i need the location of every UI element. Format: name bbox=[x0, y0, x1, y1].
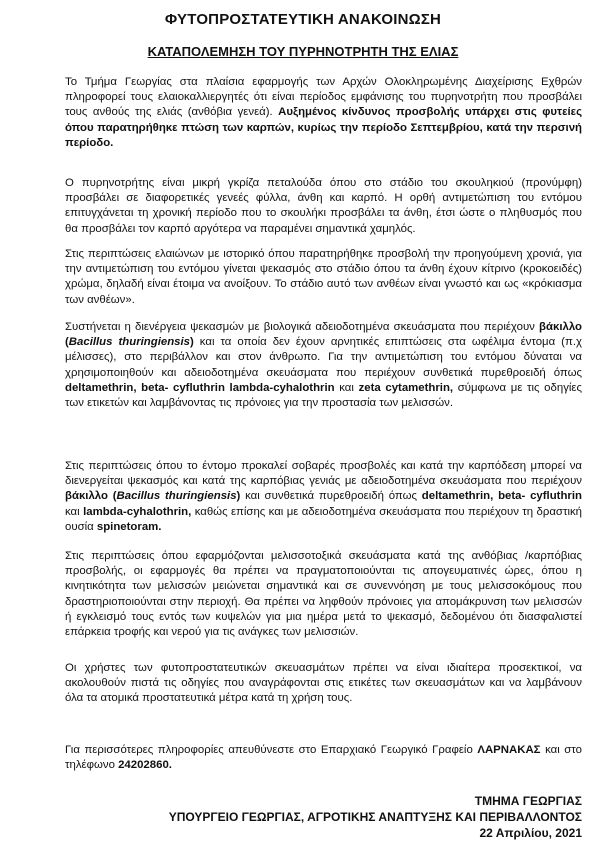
paragraph-user-safety: Οι χρήστες των φυτοπροστατευτικών σκευασμάτων πρέπει να είναι ιδιαίτερα προσεκτικοί, να ακολουθούν πιστά τις οδηγίες που αναγράφονται στις ετικέτες των σκευασμάτων και να λαμβάνουν όλα τα ατομικά προστατευτικά μέτρα κατά τη χρήση τους. bbox=[65, 662, 582, 705]
contact-office: ΛΑΡΝΑΚΑΣ bbox=[477, 744, 541, 756]
paragraph-intro bbox=[65, 75, 582, 151]
p4-zeta: zeta cytamethrin, bbox=[358, 381, 454, 394]
paragraph-fruit-generation bbox=[65, 459, 582, 535]
p5-spinetoram: spinetoram. bbox=[96, 520, 162, 533]
paragraph-spray-timing: Στις περιπτώσεις ελαιώνων με ιστορικό όπου παρατηρήθηκε προσβολή την προηγούμενη χρονιά, για την αντιμετώπιση του εντόμου γίνεται ψεκασμός στο στάδιο όπου τα άνθη έχουν κίτρινο (κροκοειδές) χρώμα, δηλαδή είναι έτοιμα να ανοίξουν. Το στάδιο αυτό των ανθέων είναι γνωστό και ως «κρόκιασμα των ανθέων». bbox=[65, 248, 582, 306]
p4-text-2: και τα οποία δεν έχουν αρνητικές επιπτώσεις στα ωφέλιμα έντομα (π.χ μέλισσες), στο περιβάλλον και στον άνθρωπο. Για την αντιμετώπιση του εντόμου δύναται να χρησιμοποιηθούν και αδειοδοτημένα σκευάσματα που περιέχουν συνθετικά πυρεθροειδή όπως bbox=[65, 336, 582, 379]
paragraph-intro-text: Το Τμήμα Γεωργίας στα πλαίσια εφαρμογής των Αρχών Ολοκληρωμένης Διαχείρισης Εχθρών πληροφορεί τους ελαιοκαλλιεργητές ότι είναι περίοδος εμφάνισης του πυρηνοτρήτη που προσβάλει τους ανθούς της ελιάς (ανθόβια γενεά). bbox=[65, 76, 582, 119]
signature-date: 22 Απριλίου, 2021 bbox=[479, 826, 582, 840]
p5-bacillus-label: βάκιλλο (Bacillus thuringiensis) bbox=[65, 490, 241, 503]
paragraph-intro-warning: Αυξημένος κίνδυνος προσβολής υπάρχει στις φυτείες όπου παρατηρήθηκε πτώση των καρπών, κυρίως την περίοδο Σεπτεμβρίου, κατά την περσινή περίοδο. bbox=[65, 106, 582, 149]
p4-text-4: σύμφωνα με τις οδηγίες των ετικετών και λαμβάνοντας τις πρόνοιες για την προστασία των μελισσών. bbox=[65, 381, 582, 410]
signature-block bbox=[169, 793, 582, 841]
p8-text-2: και στο τηλέφωνο bbox=[65, 744, 582, 772]
p5-text-4: καθώς επίσης και με αδειοδοτημένα σκευάσματα που περιέχουν τη δραστική ουσία bbox=[65, 505, 583, 533]
p4-text-1: Συστήνεται η διενέργεια ψεκασμών με βιολογικά αδειοδοτημένα σκευάσματα που περιέχουν bbox=[65, 321, 535, 333]
signature-department: ΤΜΗΜΑ ΓΕΩΡΓΙΑΣ bbox=[474, 794, 582, 808]
p5-bacillus-latin: Bacillus thuringiensis bbox=[116, 490, 237, 503]
p4-pyrethroids: deltamethrin, beta- cyfluthrin lambda-cyhalothrin bbox=[65, 381, 335, 394]
p4-bacillus-latin: Bacillus thuringiensis bbox=[68, 336, 190, 349]
p5-lambda: lambda-cyhalothrin, bbox=[83, 505, 192, 518]
document-title: ΦΥΤΟΠΡΟΣΤΑΤΕΥΤΙΚΗ ΑΝΑΚΟΙΝΩΣΗ bbox=[164, 11, 442, 28]
contact-phone: 24202860. bbox=[118, 759, 172, 772]
paragraph-recommended-treatments bbox=[65, 320, 582, 411]
p5-text-1: Στις περιπτώσεις όπου το έντομο προκαλεί σοβαρές προσβολές και κατά την καρπόδεση μπορεί να διενεργείται ψεκασμός και κατά της καρπόβιας γενιάς με αδειοδοτημένα σκευάσματα που περιέχουν bbox=[65, 460, 582, 488]
p8-text-1: Για περισσότερες πληροφορίες απευθύνεστε στο Επαρχιακό Γεωργικό Γραφείο bbox=[65, 744, 473, 756]
paragraph-contact bbox=[65, 743, 582, 773]
paragraph-bee-protection: Στις περιπτώσεις όπου εφαρμόζονται μελισσοτοξικά σκευάσματα κατά της ανθόβιας /καρπόβιας προσβολής, οι εφαρμογές θα πρέπει να πραγματοποιούνται τις απογευματινές ώρες, όπου η κινητικότητα των μελισσών μειώνεται σημαντικά και σε συνεννόηση με τους μελισσοκόμους που δραστηριοποιούνται στην περιοχή. Θα πρέπει να ληφθούν πρόνοιες για απομάκρυνση των μελισσών ή εγκλεισμό τους εντός των κυψελών για μια ημέρα μετά το ψεκασμό, δεδομένου ότι διασφαλιστεί επάρκεια τροφής και νερού για τις ανάγκες των μελισσιών. bbox=[65, 550, 582, 639]
p4-bacillus-label: βάκιλλο (Bacillus thuringiensis) bbox=[65, 321, 583, 349]
signature-ministry: ΥΠΟΥΡΓΕΙΟ ΓΕΩΡΓΙΑΣ, ΑΓΡΟΤΙΚΗΣ ΑΝΑΠΤΥΞΗΣ ΚΑΙ ΠΕΡΙΒΑΛΛΟΝΤΟΣ bbox=[168, 810, 582, 824]
paragraph-pest-description: Ο πυρηνοτρήτης είναι μικρή γκρίζα πεταλούδα όπου στο στάδιο του σκουληκιού (προνύμφη) προσβάλει σε διαφορετικές γενεές φύλλα, άνθη και καρπό. Η ορθή αντιμετώπιση του εντόμου επιτυγχάνεται τη χρονική περίοδο που το σκουλήκι προσβάλει τα άνθη, έτσι ώστε ο πληθυσμός που θα προσβάλει τον καρπό αργότερα να παραμένει σημαντικά χαμηλός. bbox=[65, 177, 582, 235]
p4-text-3: και bbox=[339, 381, 354, 394]
p5-pyrethroids: deltamethrin, beta- cyfluthrin bbox=[421, 490, 582, 503]
p5-text-3: και bbox=[65, 505, 80, 518]
p5-text-2: και συνθετικά πυρεθροειδή όπως bbox=[245, 490, 417, 503]
document-subtitle: ΚΑΤΑΠΟΛΕΜΗΣΗ ΤΟΥ ΠΥΡΗΝΟΤΡΗΤΗ ΤΗΣ ΕΛΙΑΣ bbox=[147, 44, 459, 59]
